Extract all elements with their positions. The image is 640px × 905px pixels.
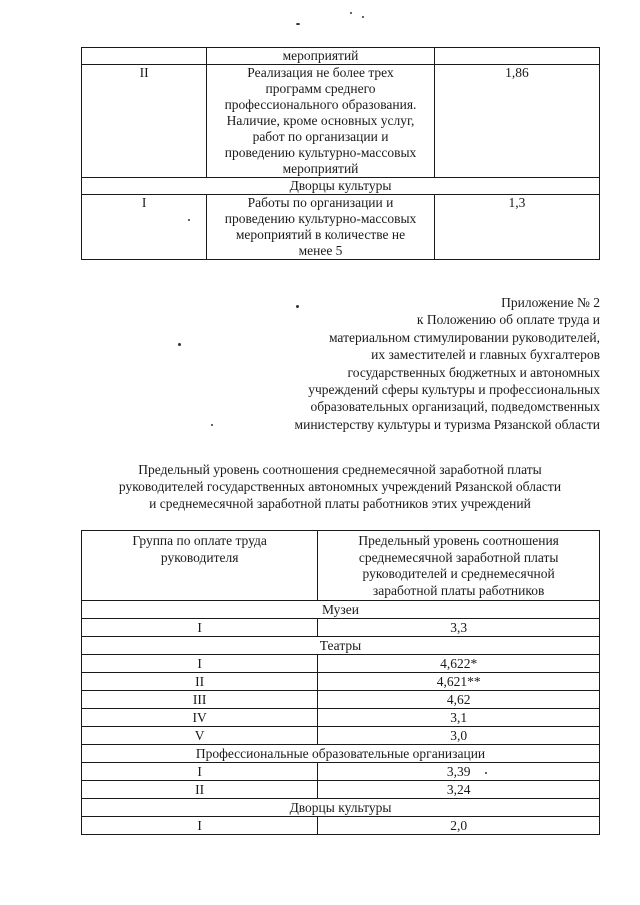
table-row (82, 817, 600, 835)
value-cell: 4,622* (318, 655, 600, 673)
section-row (82, 637, 600, 655)
group-cell: II (82, 673, 318, 691)
ratio-table (81, 530, 600, 835)
table-row (82, 655, 600, 673)
document-title (70, 461, 610, 512)
header-line: руководителей и среднемесячной (362, 566, 555, 581)
title-line: Предельный уровень соотношения среднемесячной заработной платы (138, 462, 542, 477)
section-row (82, 601, 600, 619)
appendix-line: учреждений сферы культуры и профессиональных (308, 382, 600, 398)
group-cell: IV (82, 709, 318, 727)
table-row (82, 727, 600, 745)
value-cell: 1,3 (434, 195, 599, 260)
header-line: среднемесячной заработной платы (358, 549, 559, 565)
section-heading: Дворцы культуры (82, 799, 600, 817)
group-cell (82, 48, 207, 65)
value-cell: 4,621** (318, 673, 600, 691)
scan-speck (350, 12, 352, 14)
header-line: заработной платы работников (372, 582, 545, 598)
cell-line: программ среднего (265, 81, 376, 96)
table-row (82, 48, 600, 65)
table-header-row (82, 531, 600, 601)
group-cell: I (82, 817, 318, 835)
section-heading: Театры (82, 637, 600, 655)
section-heading: Музеи (82, 601, 600, 619)
header-group (82, 531, 318, 601)
cell-line: проведению культурно-массовых (224, 211, 417, 226)
table-row (82, 619, 600, 637)
appendix-line: их заместителей и главных бухгалтеров (371, 347, 600, 363)
header-ratio (318, 531, 600, 601)
section-row (82, 799, 600, 817)
table-row (82, 691, 600, 709)
cell-line: мероприятий в количестве не (235, 227, 406, 242)
criteria-cell (207, 48, 434, 65)
appendix-line: государственных бюджетных и автономных (347, 364, 600, 380)
value-cell: 2,0 (318, 817, 600, 835)
table-row (82, 673, 600, 691)
group-cell: V (82, 727, 318, 745)
appendix-header (200, 294, 600, 433)
criteria-cell (207, 65, 434, 178)
cell-line: менее 5 (298, 243, 343, 258)
cell-line: мероприятий (282, 161, 359, 176)
group-cell: II (82, 65, 207, 178)
title-line: руководителей государственных автономных учреждений Рязанской области (118, 479, 562, 494)
scan-speck (178, 343, 181, 346)
criteria-cell (207, 195, 434, 260)
group-cell: I (82, 763, 318, 781)
title-line: и среднемесячной заработной платы работников этих учреждений (149, 496, 531, 511)
cell-line: профессионального образования. (224, 97, 417, 112)
cell-line: Наличие, кроме основных услуг, (226, 113, 415, 128)
table-row (82, 195, 600, 260)
group-cell: II (82, 781, 318, 799)
value-cell: 4,62 (318, 691, 600, 709)
appendix-line: к Положению об оплате труда и (416, 312, 600, 328)
scan-speck (296, 23, 300, 25)
continuation-table (81, 47, 600, 260)
value-cell: 1,86 (434, 65, 599, 178)
value-cell (434, 48, 599, 65)
section-row (82, 178, 600, 195)
appendix-line: образовательных организаций, подведомственных (310, 399, 600, 415)
header-line: Предельный уровень соотношения (358, 533, 559, 548)
table-row (82, 65, 600, 178)
cell-line: Работы по организации и (247, 195, 394, 210)
value-cell: 3,24 (318, 781, 600, 799)
section-row (82, 745, 600, 763)
group-cell: III (82, 691, 318, 709)
group-cell: I (82, 655, 318, 673)
table-row (82, 781, 600, 799)
value-cell: 3,3 (318, 619, 600, 637)
cell-line: проведению культурно-массовых (224, 145, 417, 160)
section-heading: Дворцы культуры (82, 178, 600, 195)
section-heading: Профессиональные образовательные организации (82, 745, 600, 763)
table-row (82, 709, 600, 727)
appendix-line: материальном стимулировании руководителей, (328, 329, 600, 345)
header-line: Группа по оплате труда (132, 533, 267, 548)
value-cell: 3,1 (318, 709, 600, 727)
header-line: руководителя (160, 549, 239, 565)
cell-line: Реализация не более трех (247, 65, 394, 80)
cell-line: мероприятий (282, 48, 359, 63)
appendix-line: министерству культуры и туризма Рязанской области (294, 416, 600, 432)
group-cell: I (82, 619, 318, 637)
value-cell: 3,39 (318, 763, 600, 781)
group-cell: I (82, 195, 207, 260)
scan-speck (362, 16, 364, 18)
table-row (82, 763, 600, 781)
cell-line: работ по организации и (252, 129, 389, 144)
appendix-line: Приложение № 2 (501, 295, 600, 310)
value-cell: 3,0 (318, 727, 600, 745)
